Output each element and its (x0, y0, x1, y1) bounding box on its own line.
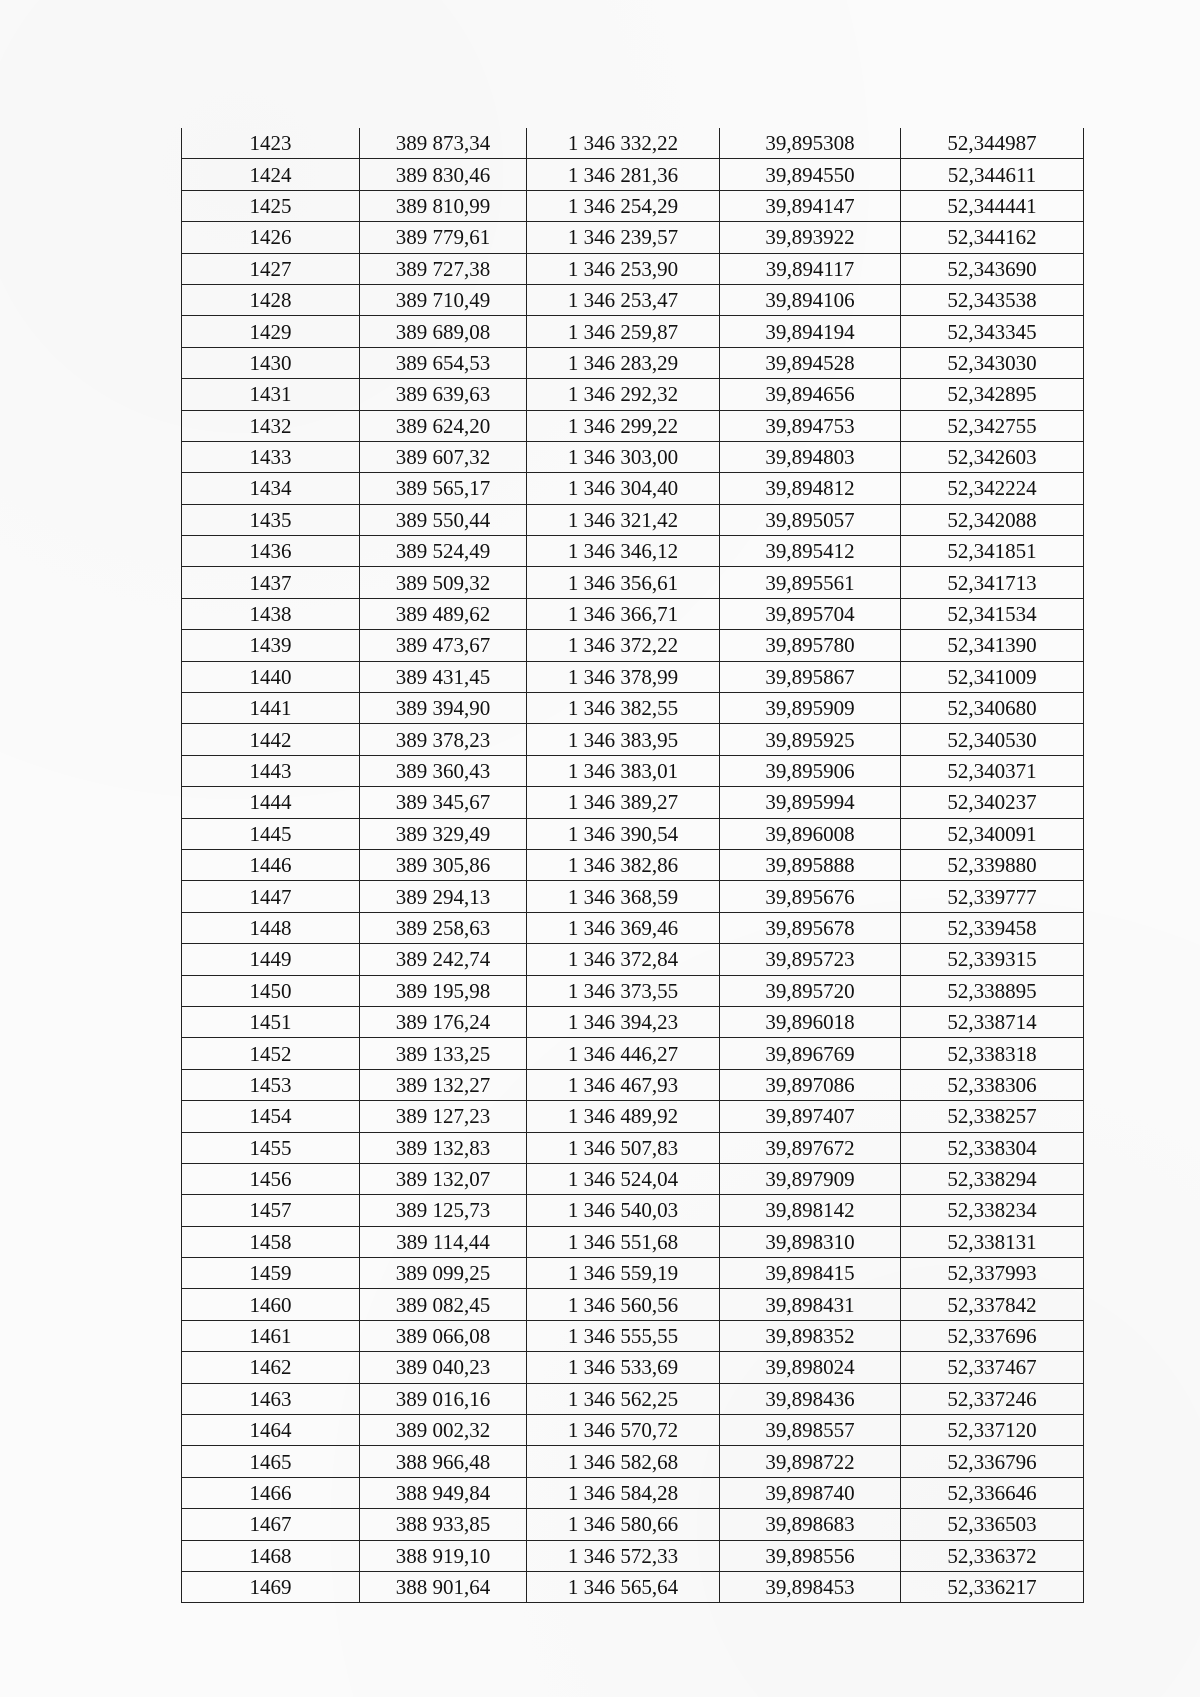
latitude-cell: 52,337842 (901, 1289, 1084, 1320)
x-coordinate-cell: 389 242,74 (360, 944, 527, 975)
x-coordinate-cell: 389 294,13 (360, 881, 527, 912)
y-coordinate-cell: 1 346 292,32 (527, 379, 720, 410)
point-number-cell: 1432 (182, 410, 360, 441)
longitude-cell: 39,898683 (720, 1509, 901, 1540)
table-row (182, 849, 1084, 880)
latitude-cell: 52,342603 (901, 441, 1084, 472)
y-coordinate-cell: 1 346 254,29 (527, 190, 720, 221)
latitude-cell: 52,340530 (901, 724, 1084, 755)
latitude-cell: 52,343345 (901, 316, 1084, 347)
latitude-cell: 52,338234 (901, 1195, 1084, 1226)
point-number-cell: 1450 (182, 975, 360, 1006)
longitude-cell: 39,894117 (720, 253, 901, 284)
table-row (182, 536, 1084, 567)
latitude-cell: 52,337696 (901, 1320, 1084, 1351)
point-number-cell: 1445 (182, 818, 360, 849)
longitude-cell: 39,898024 (720, 1352, 901, 1383)
latitude-cell: 52,341851 (901, 536, 1084, 567)
y-coordinate-cell: 1 346 555,55 (527, 1320, 720, 1351)
longitude-cell: 39,895704 (720, 598, 901, 629)
longitude-cell: 39,895994 (720, 787, 901, 818)
latitude-cell: 52,338306 (901, 1069, 1084, 1100)
x-coordinate-cell: 388 933,85 (360, 1509, 527, 1540)
longitude-cell: 39,896769 (720, 1038, 901, 1069)
point-number-cell: 1436 (182, 536, 360, 567)
point-number-cell: 1434 (182, 473, 360, 504)
table-row (182, 159, 1084, 190)
y-coordinate-cell: 1 346 446,27 (527, 1038, 720, 1069)
point-number-cell: 1433 (182, 441, 360, 472)
point-number-cell: 1427 (182, 253, 360, 284)
y-coordinate-cell: 1 346 382,86 (527, 849, 720, 880)
latitude-cell: 52,341009 (901, 661, 1084, 692)
longitude-cell: 39,894803 (720, 441, 901, 472)
longitude-cell: 39,895906 (720, 755, 901, 786)
y-coordinate-cell: 1 346 346,12 (527, 536, 720, 567)
y-coordinate-cell: 1 346 378,99 (527, 661, 720, 692)
table-row (182, 1320, 1084, 1351)
x-coordinate-cell: 389 607,32 (360, 441, 527, 472)
longitude-cell: 39,895412 (720, 536, 901, 567)
point-number-cell: 1453 (182, 1069, 360, 1100)
y-coordinate-cell: 1 346 580,66 (527, 1509, 720, 1540)
y-coordinate-cell: 1 346 372,84 (527, 944, 720, 975)
latitude-cell: 52,338304 (901, 1132, 1084, 1163)
longitude-cell: 39,893922 (720, 222, 901, 253)
x-coordinate-cell: 389 473,67 (360, 630, 527, 661)
x-coordinate-cell: 389 710,49 (360, 284, 527, 315)
table-row (182, 755, 1084, 786)
table-row (182, 379, 1084, 410)
point-number-cell: 1426 (182, 222, 360, 253)
longitude-cell: 39,898436 (720, 1383, 901, 1414)
table-row (182, 567, 1084, 598)
latitude-cell: 52,343030 (901, 347, 1084, 378)
y-coordinate-cell: 1 346 303,00 (527, 441, 720, 472)
longitude-cell: 39,895678 (720, 912, 901, 943)
point-number-cell: 1462 (182, 1352, 360, 1383)
longitude-cell: 39,895867 (720, 661, 901, 692)
x-coordinate-cell: 388 966,48 (360, 1446, 527, 1477)
longitude-cell: 39,894147 (720, 190, 901, 221)
table-row (182, 1226, 1084, 1257)
x-coordinate-cell: 389 654,53 (360, 347, 527, 378)
point-number-cell: 1459 (182, 1258, 360, 1289)
latitude-cell: 52,340091 (901, 818, 1084, 849)
x-coordinate-cell: 389 394,90 (360, 693, 527, 724)
longitude-cell: 39,895561 (720, 567, 901, 598)
table-row (182, 881, 1084, 912)
latitude-cell: 52,337120 (901, 1415, 1084, 1446)
latitude-cell: 52,344611 (901, 159, 1084, 190)
y-coordinate-cell: 1 346 356,61 (527, 567, 720, 598)
latitude-cell: 52,338131 (901, 1226, 1084, 1257)
y-coordinate-cell: 1 346 259,87 (527, 316, 720, 347)
y-coordinate-cell: 1 346 239,57 (527, 222, 720, 253)
x-coordinate-cell: 389 099,25 (360, 1258, 527, 1289)
point-number-cell: 1441 (182, 693, 360, 724)
x-coordinate-cell: 389 066,08 (360, 1320, 527, 1351)
x-coordinate-cell: 389 132,27 (360, 1069, 527, 1100)
x-coordinate-cell: 389 431,45 (360, 661, 527, 692)
longitude-cell: 39,894106 (720, 284, 901, 315)
y-coordinate-cell: 1 346 373,55 (527, 975, 720, 1006)
latitude-cell: 52,337467 (901, 1352, 1084, 1383)
latitude-cell: 52,341390 (901, 630, 1084, 661)
point-number-cell: 1458 (182, 1226, 360, 1257)
y-coordinate-cell: 1 346 560,56 (527, 1289, 720, 1320)
x-coordinate-cell: 389 489,62 (360, 598, 527, 629)
table-row (182, 1069, 1084, 1100)
longitude-cell: 39,896018 (720, 1006, 901, 1037)
y-coordinate-cell: 1 346 572,33 (527, 1540, 720, 1571)
longitude-cell: 39,895720 (720, 975, 901, 1006)
longitude-cell: 39,895676 (720, 881, 901, 912)
x-coordinate-cell: 389 873,34 (360, 128, 527, 159)
x-coordinate-cell: 389 360,43 (360, 755, 527, 786)
x-coordinate-cell: 389 114,44 (360, 1226, 527, 1257)
point-number-cell: 1435 (182, 504, 360, 535)
y-coordinate-cell: 1 346 382,55 (527, 693, 720, 724)
table-row (182, 504, 1084, 535)
x-coordinate-cell: 388 919,10 (360, 1540, 527, 1571)
x-coordinate-cell: 389 305,86 (360, 849, 527, 880)
point-number-cell: 1430 (182, 347, 360, 378)
point-number-cell: 1429 (182, 316, 360, 347)
latitude-cell: 52,336503 (901, 1509, 1084, 1540)
x-coordinate-cell: 389 550,44 (360, 504, 527, 535)
x-coordinate-cell: 389 329,49 (360, 818, 527, 849)
longitude-cell: 39,898740 (720, 1477, 901, 1508)
table-row (182, 1446, 1084, 1477)
longitude-cell: 39,897909 (720, 1163, 901, 1194)
x-coordinate-cell: 388 949,84 (360, 1477, 527, 1508)
point-number-cell: 1428 (182, 284, 360, 315)
table-row (182, 284, 1084, 315)
y-coordinate-cell: 1 346 565,64 (527, 1571, 720, 1602)
latitude-cell: 52,339315 (901, 944, 1084, 975)
point-number-cell: 1466 (182, 1477, 360, 1508)
y-coordinate-cell: 1 346 570,72 (527, 1415, 720, 1446)
x-coordinate-cell: 389 040,23 (360, 1352, 527, 1383)
table-row (182, 253, 1084, 284)
table-row (182, 410, 1084, 441)
latitude-cell: 52,336372 (901, 1540, 1084, 1571)
table-row (182, 1571, 1084, 1602)
longitude-cell: 39,898310 (720, 1226, 901, 1257)
point-number-cell: 1443 (182, 755, 360, 786)
y-coordinate-cell: 1 346 372,22 (527, 630, 720, 661)
x-coordinate-cell: 389 565,17 (360, 473, 527, 504)
latitude-cell: 52,339458 (901, 912, 1084, 943)
table-row (182, 190, 1084, 221)
table-row (182, 693, 1084, 724)
table-row (182, 316, 1084, 347)
table-row (182, 787, 1084, 818)
longitude-cell: 39,898722 (720, 1446, 901, 1477)
latitude-cell: 52,344987 (901, 128, 1084, 159)
table-row (182, 1195, 1084, 1226)
table-row (182, 1163, 1084, 1194)
y-coordinate-cell: 1 346 368,59 (527, 881, 720, 912)
table-row (182, 944, 1084, 975)
latitude-cell: 52,340371 (901, 755, 1084, 786)
latitude-cell: 52,342895 (901, 379, 1084, 410)
table-row (182, 1509, 1084, 1540)
table-row (182, 222, 1084, 253)
y-coordinate-cell: 1 346 281,36 (527, 159, 720, 190)
y-coordinate-cell: 1 346 299,22 (527, 410, 720, 441)
point-number-cell: 1423 (182, 128, 360, 159)
x-coordinate-cell: 389 524,49 (360, 536, 527, 567)
point-number-cell: 1457 (182, 1195, 360, 1226)
table-row (182, 1258, 1084, 1289)
point-number-cell: 1447 (182, 881, 360, 912)
longitude-cell: 39,897086 (720, 1069, 901, 1100)
y-coordinate-cell: 1 346 467,93 (527, 1069, 720, 1100)
point-number-cell: 1456 (182, 1163, 360, 1194)
longitude-cell: 39,897672 (720, 1132, 901, 1163)
longitude-cell: 39,895057 (720, 504, 901, 535)
latitude-cell: 52,339880 (901, 849, 1084, 880)
point-number-cell: 1425 (182, 190, 360, 221)
y-coordinate-cell: 1 346 533,69 (527, 1352, 720, 1383)
longitude-cell: 39,894550 (720, 159, 901, 190)
point-number-cell: 1448 (182, 912, 360, 943)
point-number-cell: 1461 (182, 1320, 360, 1351)
table-row (182, 598, 1084, 629)
table-row (182, 975, 1084, 1006)
table-row (182, 128, 1084, 159)
point-number-cell: 1451 (182, 1006, 360, 1037)
longitude-cell: 39,895780 (720, 630, 901, 661)
table-row (182, 1477, 1084, 1508)
point-number-cell: 1465 (182, 1446, 360, 1477)
y-coordinate-cell: 1 346 559,19 (527, 1258, 720, 1289)
coordinates-table-body (182, 128, 1084, 1603)
point-number-cell: 1469 (182, 1571, 360, 1602)
point-number-cell: 1454 (182, 1101, 360, 1132)
y-coordinate-cell: 1 346 321,42 (527, 504, 720, 535)
longitude-cell: 39,894753 (720, 410, 901, 441)
y-coordinate-cell: 1 346 383,01 (527, 755, 720, 786)
x-coordinate-cell: 389 810,99 (360, 190, 527, 221)
latitude-cell: 52,342088 (901, 504, 1084, 535)
y-coordinate-cell: 1 346 383,95 (527, 724, 720, 755)
point-number-cell: 1437 (182, 567, 360, 598)
x-coordinate-cell: 389 195,98 (360, 975, 527, 1006)
longitude-cell: 39,895308 (720, 128, 901, 159)
longitude-cell: 39,895909 (720, 693, 901, 724)
y-coordinate-cell: 1 346 540,03 (527, 1195, 720, 1226)
latitude-cell: 52,340680 (901, 693, 1084, 724)
table-row (182, 912, 1084, 943)
x-coordinate-cell: 389 002,32 (360, 1415, 527, 1446)
latitude-cell: 52,337246 (901, 1383, 1084, 1414)
table-row (182, 630, 1084, 661)
longitude-cell: 39,894194 (720, 316, 901, 347)
point-number-cell: 1440 (182, 661, 360, 692)
y-coordinate-cell: 1 346 562,25 (527, 1383, 720, 1414)
y-coordinate-cell: 1 346 390,54 (527, 818, 720, 849)
longitude-cell: 39,896008 (720, 818, 901, 849)
table-row (182, 441, 1084, 472)
table-row (182, 1352, 1084, 1383)
y-coordinate-cell: 1 346 332,22 (527, 128, 720, 159)
latitude-cell: 52,338895 (901, 975, 1084, 1006)
table-row (182, 1101, 1084, 1132)
y-coordinate-cell: 1 346 394,23 (527, 1006, 720, 1037)
latitude-cell: 52,336217 (901, 1571, 1084, 1602)
longitude-cell: 39,894812 (720, 473, 901, 504)
latitude-cell: 52,336646 (901, 1477, 1084, 1508)
longitude-cell: 39,895888 (720, 849, 901, 880)
y-coordinate-cell: 1 346 584,28 (527, 1477, 720, 1508)
table-row (182, 1006, 1084, 1037)
latitude-cell: 52,341534 (901, 598, 1084, 629)
x-coordinate-cell: 389 378,23 (360, 724, 527, 755)
x-coordinate-cell: 389 176,24 (360, 1006, 527, 1037)
longitude-cell: 39,898415 (720, 1258, 901, 1289)
latitude-cell: 52,338257 (901, 1101, 1084, 1132)
y-coordinate-cell: 1 346 366,71 (527, 598, 720, 629)
point-number-cell: 1444 (182, 787, 360, 818)
latitude-cell: 52,338318 (901, 1038, 1084, 1069)
latitude-cell: 52,342755 (901, 410, 1084, 441)
longitude-cell: 39,898431 (720, 1289, 901, 1320)
x-coordinate-cell: 389 132,83 (360, 1132, 527, 1163)
latitude-cell: 52,336796 (901, 1446, 1084, 1477)
latitude-cell: 52,343690 (901, 253, 1084, 284)
x-coordinate-cell: 389 016,16 (360, 1383, 527, 1414)
longitude-cell: 39,898352 (720, 1320, 901, 1351)
point-number-cell: 1438 (182, 598, 360, 629)
y-coordinate-cell: 1 346 304,40 (527, 473, 720, 504)
x-coordinate-cell: 389 727,38 (360, 253, 527, 284)
x-coordinate-cell: 389 779,61 (360, 222, 527, 253)
x-coordinate-cell: 389 127,23 (360, 1101, 527, 1132)
x-coordinate-cell: 389 639,63 (360, 379, 527, 410)
point-number-cell: 1455 (182, 1132, 360, 1163)
y-coordinate-cell: 1 346 253,47 (527, 284, 720, 315)
longitude-cell: 39,895723 (720, 944, 901, 975)
x-coordinate-cell: 389 689,08 (360, 316, 527, 347)
y-coordinate-cell: 1 346 369,46 (527, 912, 720, 943)
table-row (182, 1289, 1084, 1320)
latitude-cell: 52,339777 (901, 881, 1084, 912)
latitude-cell: 52,344441 (901, 190, 1084, 221)
latitude-cell: 52,337993 (901, 1258, 1084, 1289)
y-coordinate-cell: 1 346 489,92 (527, 1101, 720, 1132)
y-coordinate-cell: 1 346 389,27 (527, 787, 720, 818)
y-coordinate-cell: 1 346 524,04 (527, 1163, 720, 1194)
x-coordinate-cell: 389 509,32 (360, 567, 527, 598)
y-coordinate-cell: 1 346 551,68 (527, 1226, 720, 1257)
longitude-cell: 39,897407 (720, 1101, 901, 1132)
x-coordinate-cell: 389 125,73 (360, 1195, 527, 1226)
table-row (182, 724, 1084, 755)
point-number-cell: 1468 (182, 1540, 360, 1571)
x-coordinate-cell: 388 901,64 (360, 1571, 527, 1602)
table-row (182, 1038, 1084, 1069)
x-coordinate-cell: 389 624,20 (360, 410, 527, 441)
table-row (182, 818, 1084, 849)
y-coordinate-cell: 1 346 283,29 (527, 347, 720, 378)
x-coordinate-cell: 389 830,46 (360, 159, 527, 190)
latitude-cell: 52,338294 (901, 1163, 1084, 1194)
coordinates-table (181, 128, 1084, 1603)
point-number-cell: 1452 (182, 1038, 360, 1069)
table-row (182, 1132, 1084, 1163)
longitude-cell: 39,898142 (720, 1195, 901, 1226)
table-row (182, 473, 1084, 504)
x-coordinate-cell: 389 133,25 (360, 1038, 527, 1069)
table-row (182, 661, 1084, 692)
latitude-cell: 52,342224 (901, 473, 1084, 504)
latitude-cell: 52,343538 (901, 284, 1084, 315)
point-number-cell: 1442 (182, 724, 360, 755)
point-number-cell: 1431 (182, 379, 360, 410)
x-coordinate-cell: 389 082,45 (360, 1289, 527, 1320)
y-coordinate-cell: 1 346 507,83 (527, 1132, 720, 1163)
point-number-cell: 1460 (182, 1289, 360, 1320)
latitude-cell: 52,340237 (901, 787, 1084, 818)
point-number-cell: 1446 (182, 849, 360, 880)
longitude-cell: 39,898453 (720, 1571, 901, 1602)
latitude-cell: 52,344162 (901, 222, 1084, 253)
point-number-cell: 1464 (182, 1415, 360, 1446)
x-coordinate-cell: 389 345,67 (360, 787, 527, 818)
longitude-cell: 39,894528 (720, 347, 901, 378)
point-number-cell: 1463 (182, 1383, 360, 1414)
y-coordinate-cell: 1 346 582,68 (527, 1446, 720, 1477)
latitude-cell: 52,341713 (901, 567, 1084, 598)
longitude-cell: 39,894656 (720, 379, 901, 410)
table-row (182, 347, 1084, 378)
longitude-cell: 39,898556 (720, 1540, 901, 1571)
point-number-cell: 1424 (182, 159, 360, 190)
point-number-cell: 1467 (182, 1509, 360, 1540)
table-row (182, 1415, 1084, 1446)
latitude-cell: 52,338714 (901, 1006, 1084, 1037)
point-number-cell: 1449 (182, 944, 360, 975)
longitude-cell: 39,895925 (720, 724, 901, 755)
longitude-cell: 39,898557 (720, 1415, 901, 1446)
x-coordinate-cell: 389 258,63 (360, 912, 527, 943)
y-coordinate-cell: 1 346 253,90 (527, 253, 720, 284)
table-row (182, 1540, 1084, 1571)
x-coordinate-cell: 389 132,07 (360, 1163, 527, 1194)
table-row (182, 1383, 1084, 1414)
point-number-cell: 1439 (182, 630, 360, 661)
